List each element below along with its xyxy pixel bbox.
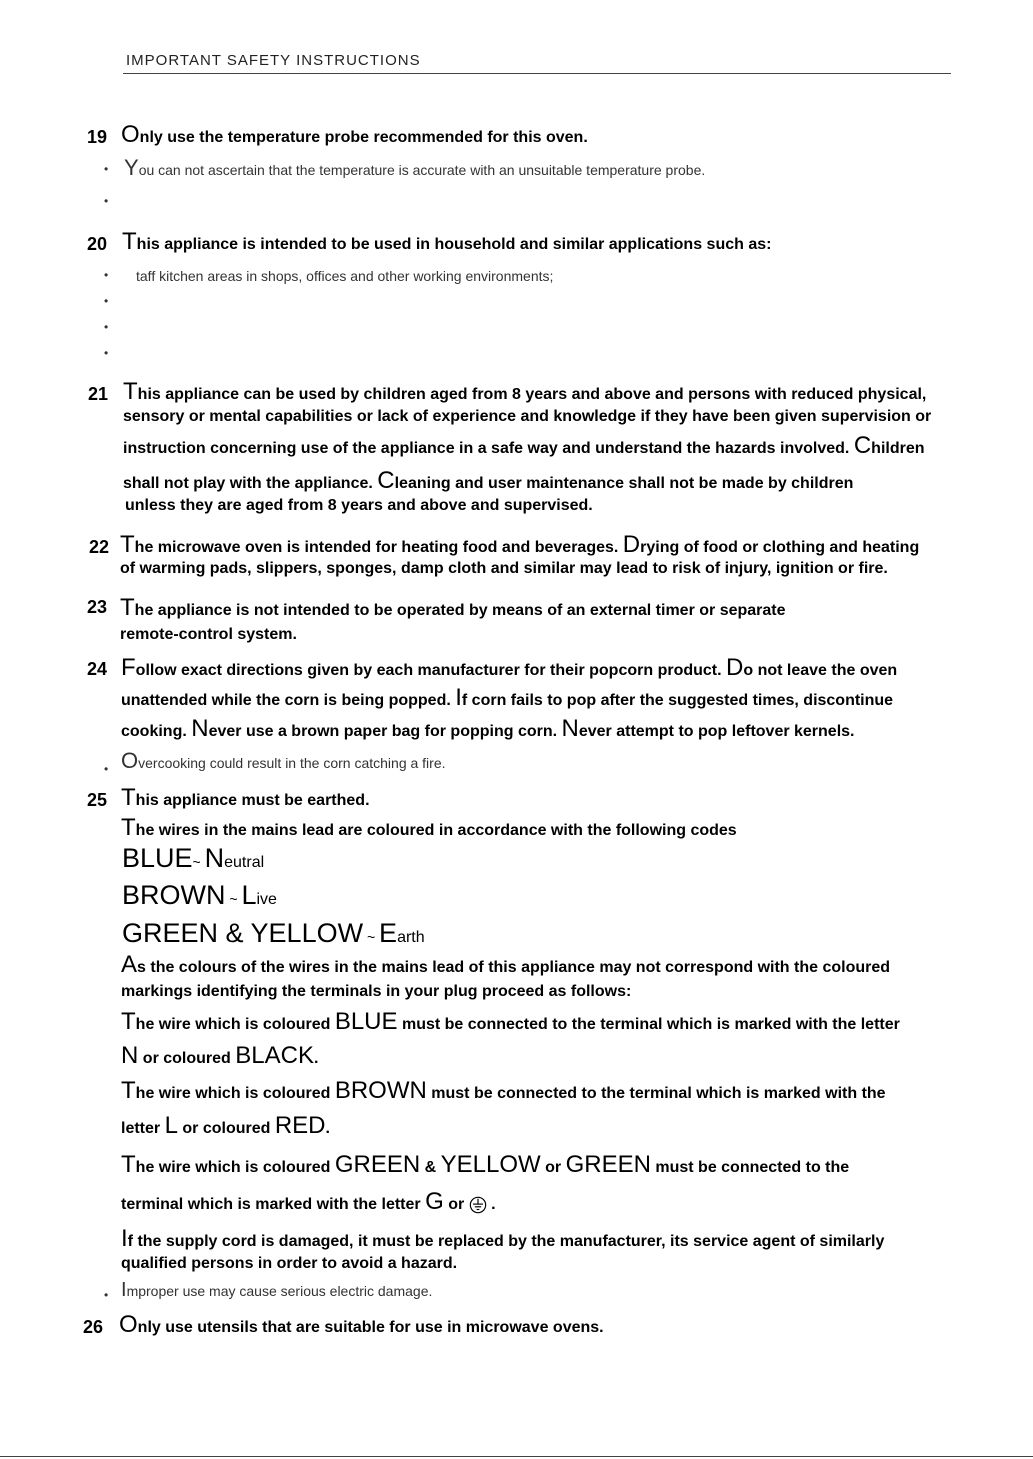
item-20-bullet-1: taff kitchen areas in shops, offices and other working environments; bbox=[136, 268, 554, 284]
bullet-dot: • bbox=[104, 162, 109, 176]
wire-green-yellow-earth: GREEN & YELLOW ~ Earth bbox=[122, 918, 425, 948]
item-25-para-5-line-2: qualified persons in order to avoid a hazard. bbox=[121, 1255, 458, 1272]
item-24-bullet-1: Overcooking could result in the corn catching a fire. bbox=[121, 748, 446, 773]
item-22-number: 22 bbox=[89, 537, 110, 557]
bullet-dot: • bbox=[104, 194, 109, 208]
item-25-number: 25 bbox=[87, 790, 108, 810]
item-21-line-5: unless they are aged from 8 years and above and supervised. bbox=[125, 497, 593, 514]
item-21-line-1: This appliance can be used by children aged from 8 years and above and persons with reduced physical, bbox=[123, 378, 927, 405]
item-24-line-3: cooking. Never use a brown paper bag for popping corn. Never attempt to pop leftover kernels. bbox=[121, 715, 855, 742]
bullet-dot: • bbox=[104, 346, 109, 360]
item-21-line-4: shall not play with the appliance. Cleaning and user maintenance shall not be made by children bbox=[123, 467, 854, 494]
item-21-line-3: instruction concerning use of the appliance in a safe way and understand the hazards involved. Children bbox=[123, 432, 925, 459]
item-21-number: 21 bbox=[88, 384, 109, 404]
header-rule bbox=[123, 73, 951, 74]
item-23-number: 23 bbox=[87, 597, 108, 617]
item-22-line-2: of warming pads, slippers, sponges, damp cloth and similar may lead to risk of injury, ignition or fire. bbox=[120, 560, 888, 577]
item-23-line-2: remote-control system. bbox=[120, 626, 297, 643]
bullet-dot: • bbox=[104, 762, 109, 776]
bullet-dot: • bbox=[104, 268, 109, 282]
item-23-line-1: The appliance is not intended to be operated by means of an external timer or separate bbox=[120, 594, 786, 621]
item-25-para-4-line-2: terminal which is marked with the letter G or . bbox=[121, 1188, 496, 1215]
item-25-para-4-line-1: The wire which is coloured GREEN & YELLOW or GREEN must be connected to the bbox=[121, 1151, 850, 1178]
item-26-text: Only use utensils that are suitable for use in microwave ovens. bbox=[119, 1311, 604, 1338]
item-25-line-1: This appliance must be earthed. bbox=[121, 784, 370, 811]
page-header-title: IMPORTANT SAFETY INSTRUCTIONS bbox=[126, 52, 421, 69]
item-25-para-3-line-1: The wire which is coloured BROWN must be connected to the terminal which is marked with the bbox=[121, 1077, 886, 1104]
item-25-para-1-line-2: markings identifying the terminals in your plug proceed as follows: bbox=[121, 983, 632, 1000]
earth-ground-icon bbox=[469, 1196, 487, 1214]
item-24-number: 24 bbox=[87, 659, 108, 679]
item-19-bullet-1: You can not ascertain that the temperature is accurate with an unsuitable temperature probe. bbox=[124, 155, 706, 180]
item-26-number: 26 bbox=[83, 1317, 104, 1337]
item-25-bullet-1: Improper use may cause serious electric damage. bbox=[121, 1279, 433, 1301]
wire-blue-neutral: BLUE~ Neutral bbox=[122, 843, 265, 873]
item-25-para-2-line-1: The wire which is coloured BLUE must be connected to the terminal which is marked with the letter bbox=[121, 1008, 900, 1035]
wire-brown-live: BROWN ~ Live bbox=[122, 880, 277, 910]
item-24-line-1: Follow exact directions given by each manufacturer for their popcorn product. Do not leave the oven bbox=[121, 654, 898, 681]
bullet-dot: • bbox=[104, 1288, 109, 1302]
item-21-line-2: sensory or mental capabilities or lack of experience and knowledge if they have been given supervision or bbox=[123, 408, 932, 425]
item-25-para-5-line-1: If the supply cord is damaged, it must be replaced by the manufacturer, its service agent of similarly bbox=[121, 1225, 885, 1252]
item-19-number: 19 bbox=[87, 127, 108, 147]
footer-rule bbox=[0, 1456, 1033, 1457]
item-25-para-2-line-2: N or coloured BLACK. bbox=[121, 1042, 319, 1069]
bullet-dot: • bbox=[104, 294, 109, 308]
item-25-line-2: The wires in the mains lead are coloured in accordance with the following codes bbox=[121, 814, 737, 841]
item-22-line-1: The microwave oven is intended for heating food and beverages. Drying of food or clothing and heating bbox=[120, 531, 920, 558]
item-20-number: 20 bbox=[87, 234, 108, 254]
item-20-text: This appliance is intended to be used in household and similar applications such as: bbox=[122, 228, 772, 255]
item-19-text: Only use the temperature probe recommended for this oven. bbox=[121, 121, 588, 148]
bullet-dot: • bbox=[104, 320, 109, 334]
item-25-para-3-line-2: letter L or coloured RED. bbox=[121, 1112, 330, 1139]
item-24-line-2: unattended while the corn is being popped. If corn fails to pop after the suggested times, discontinue bbox=[121, 684, 894, 711]
item-25-para-1-line-1: As the colours of the wires in the mains lead of this appliance may not correspond with the coloured bbox=[121, 951, 891, 978]
